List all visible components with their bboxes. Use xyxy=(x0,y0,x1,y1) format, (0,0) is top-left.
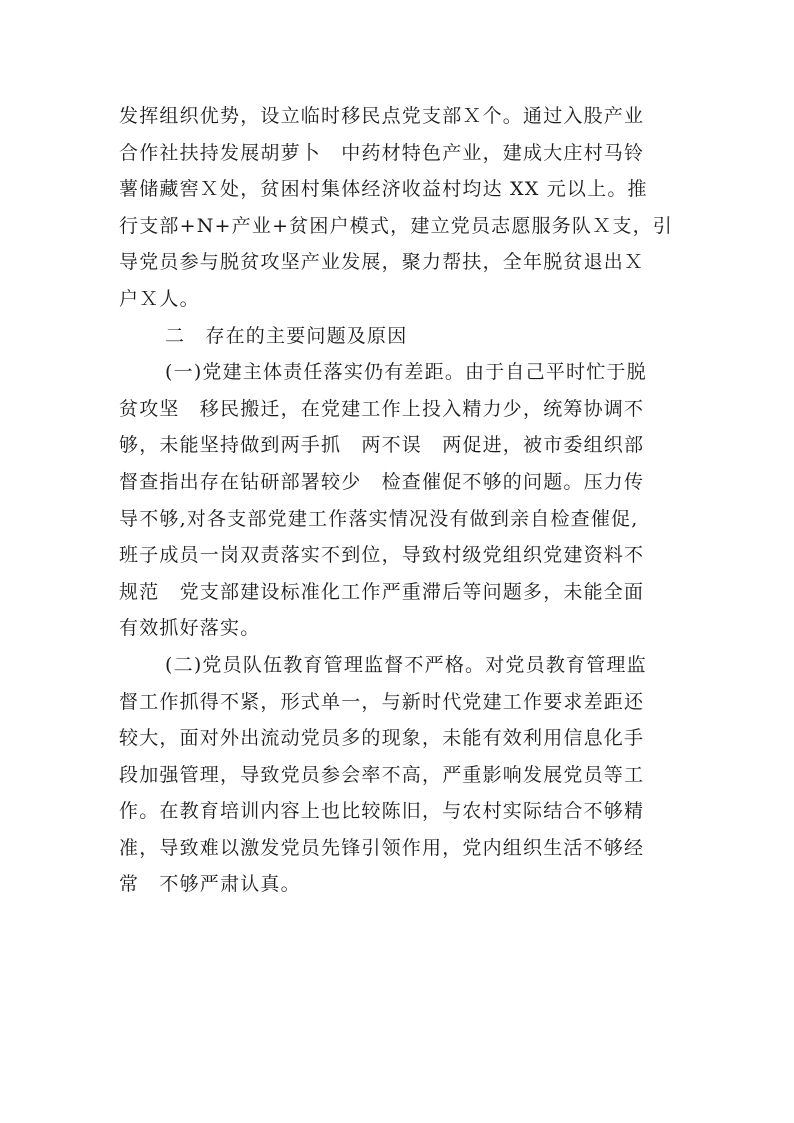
paragraph-2-line-4: 督查指出存在钻研部署较少 检查催促不够的问题。压力传 xyxy=(119,470,645,493)
paragraph-3-line-3: 较大，面对外出流动党员多的现象，未能有效利用信息化手 xyxy=(119,727,645,750)
document-body xyxy=(119,98,679,903)
section-heading: 二 存在的主要问题及原因 xyxy=(165,324,408,347)
paragraph-1-line-6: 户Ｘ人。 xyxy=(119,287,200,310)
paragraph-2-line-1: (一)党建主体责任落实仍有差距。由于自己平时忙于脱 xyxy=(165,361,647,384)
paragraph-3-line-4: 段加强管理，导致党员参会率不高，严重影响发展党员等工 xyxy=(119,763,645,786)
paragraph-1-line-5: 导党员参与脱贫攻坚产业发展，聚力帮扶，全年脱贫退出Ｘ xyxy=(119,251,645,274)
paragraph-3-line-6: 准，导致难以激发党员先锋引领作用，党内组织生活不够经 xyxy=(119,836,645,859)
paragraph-3-line-1: (二)党员队伍教育管理监督不严格。对党员教育管理监 xyxy=(165,653,647,676)
paragraph-1-line-3: 薯储藏窖Ｘ处，贫困村集体经济收益村均达 XX 元以上。推 xyxy=(119,178,648,201)
paragraph-2-line-6: 班子成员一岗双责落实不到位，导致村级党组织党建资料不 xyxy=(119,544,645,567)
paragraph-2-line-5: 导不够,对各支部党建工作落实情况没有做到亲自检查催促, xyxy=(119,507,639,530)
paragraph-1-line-2: 合作社扶持发展胡萝卜 中药材特色产业，建成大庄村马铃 xyxy=(119,141,645,164)
paragraph-2-line-7: 规范 党支部建设标准化工作严重滞后等问题多，未能全面 xyxy=(119,580,645,603)
paragraph-2-line-3: 够，未能坚持做到两手抓 两不误 两促进，被市委组织部 xyxy=(119,434,645,457)
paragraph-2-line-2: 贫攻坚 移民搬迁，在党建工作上投入精力少，统筹协调不 xyxy=(119,397,645,420)
paragraph-2-line-8: 有效抓好落实。 xyxy=(119,617,261,640)
paragraph-1-line-4: 行支部+N+产业+贫困户模式，建立党员志愿服务队Ｘ支，引 xyxy=(119,214,673,237)
paragraph-3-line-7: 常 不够严肃认真。 xyxy=(119,873,301,896)
paragraph-3-line-2: 督工作抓得不紧，形式单一，与新时代党建工作要求差距还 xyxy=(119,690,645,713)
paragraph-1-line-1: 发挥组织优势，设立临时移民点党支部Ｘ个。通过入股产业 xyxy=(119,105,645,127)
paragraph-3-line-5: 作。在教育培训内容上也比较陈旧，与农村实际结合不够精 xyxy=(119,800,645,823)
